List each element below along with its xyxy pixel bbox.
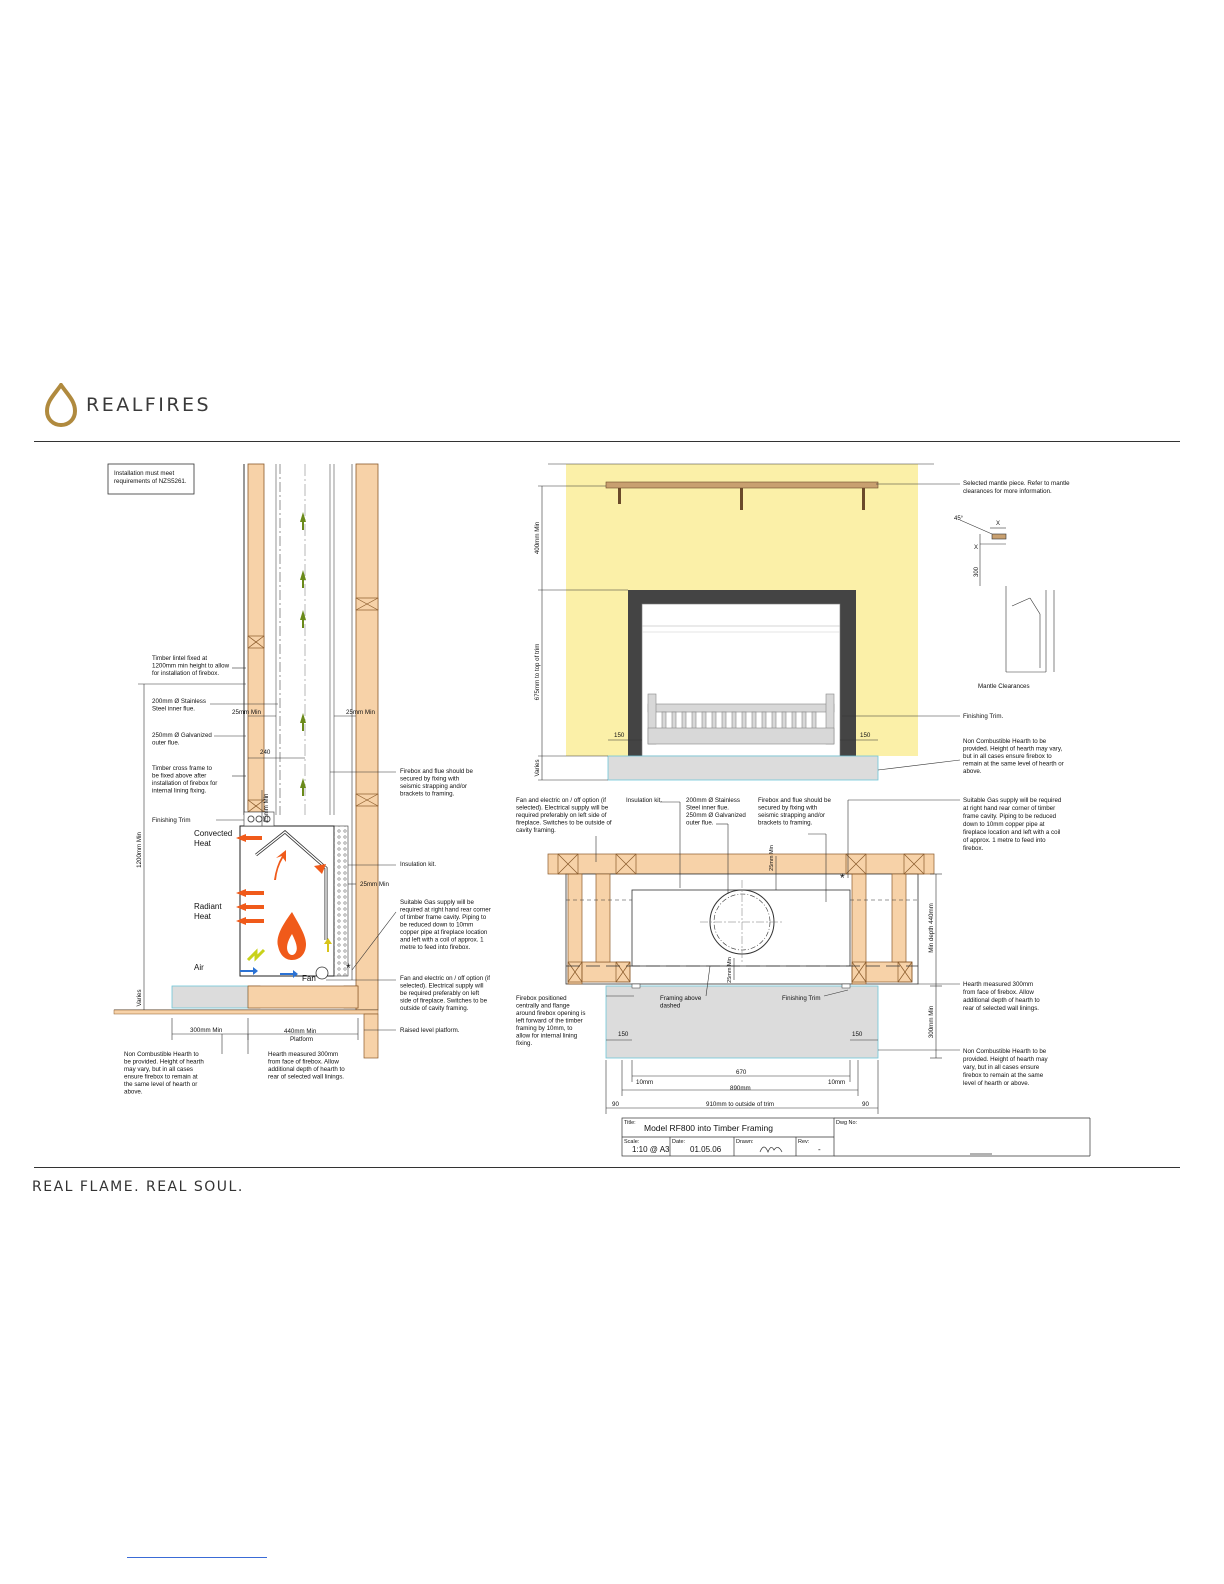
plan-noncomb-note: Non Combustible Hearth to be provided. Height of hearth may vary, but in all cases ensure firebox to remain at the same level of hearth or above.: [963, 1048, 1048, 1087]
drawing-title: Model RF800 into Timber Framing: [644, 1123, 773, 1133]
dim-platform: 440mm Min Platform: [284, 1028, 317, 1043]
plan-hearth-measured-note: Hearth measured 300mm from face of firebox. Allow additional depth of hearth to rear of selected wall linings.: [963, 981, 1040, 1012]
drawn-signature: [760, 1147, 782, 1152]
dim-240: 240: [260, 749, 271, 756]
gas-note-section: Suitable Gas supply will be required at right hand rear corner of timber frame cavity. Piping to be reduced down to 10mm copper pipe at fireplace location and left with a coil of approx. 1 metre to feed into firebox.: [400, 899, 491, 951]
finishing-trim-section: Finishing Trim: [152, 817, 191, 824]
fan-electric-note-section: Fan and electric on / off option (if selected). Electrical supply will be required preferably on left side of fireplace. Switches to be outside of cavity framing.: [400, 975, 490, 1012]
plan-view: [516, 797, 1062, 1114]
plan-dim-150-left: 150: [618, 1031, 629, 1038]
plan-insulation-note: Insulation kit.: [626, 797, 663, 804]
radiant-heat-label: Radiant Heat: [194, 902, 222, 921]
dim-150-right-elevation: 150: [860, 732, 871, 739]
plan-dim-25b: 25mm Min: [727, 957, 733, 983]
plan-gas-note: Suitable Gas supply will be required at right hand rear corner of timber frame cavity. Piping to be reduced down to 10mm copper pipe at fireplace location and left with a coil of approx. 1 metre to feed into firebox.: [963, 797, 1062, 852]
timber-stud-right: [356, 464, 378, 1010]
mantle-clearances-diagram: [960, 520, 1054, 672]
dim-150-left-elevation: 150: [614, 732, 625, 739]
svg-text:Dwg No:: Dwg No:: [836, 1120, 858, 1126]
dim-25-insulation: 25mm Min: [360, 881, 389, 888]
svg-text:Rev:: Rev:: [798, 1139, 810, 1145]
plan-dim-10-left: 10mm: [636, 1079, 654, 1086]
angle-45: 45°: [954, 516, 964, 522]
plan-fan-electric-note: Fan and electric on / off option (if selected). Electrical supply will be required preferably on left side of fireplace. Switches to be outside of cavity framing.: [516, 797, 612, 834]
drawing-scale: 1:10 @ A3: [632, 1145, 670, 1154]
plan-dim-25: 25mm Min: [769, 845, 775, 871]
plan-positioned-note: Firebox positioned centrally and flange around firebox opening is left forward of the timber framing by 10mm, to allow for internal lining fixing.: [516, 995, 586, 1047]
air-label: Air: [194, 963, 204, 972]
plan-framing-above: Framing above dashed: [660, 995, 702, 1010]
noncomb-note-section: Non Combustible Hearth to be provided. Height of hearth may vary, but in all cases ensure firebox to remain at the same level of hearth or above.: [124, 1051, 204, 1096]
svg-text:Drawn:: Drawn:: [736, 1139, 754, 1145]
lintel-note: Timber lintel fixed at 1200mm min height to allow for installation of firebox.: [152, 655, 230, 677]
flue-section: [276, 464, 334, 815]
tagline: REAL FLAME. REAL SOUL.: [32, 1179, 244, 1195]
convected-heat-label: Convected Heat: [194, 829, 233, 848]
clearance-300: 300: [974, 566, 980, 578]
cross-frame-note: Timber cross frame to be fixed above after installation of firebox for internal lining fixing.: [152, 765, 218, 795]
svg-text:Scale:: Scale:: [624, 1139, 640, 1145]
plan-flue-note: 200mm Ø Stainless Steel inner flue. 250mm Ø Galvanized outer flue.: [686, 797, 746, 827]
hearth-elevation: [608, 756, 878, 780]
finishing-trim-elevation: Finishing Trim.: [963, 713, 1004, 720]
dim-300-section: 300mm Min: [190, 1027, 223, 1034]
svg-text:Title:: Title:: [624, 1120, 636, 1126]
mantle-note: Selected mantle piece. Refer to mantle clearances for more information.: [963, 480, 1070, 495]
hearth-measured-note-section: Hearth measured 300mm from face of firebox. Allow additional depth of hearth to rear of selected wall linings.: [268, 1051, 345, 1081]
dim-400: 400mm Min: [534, 521, 541, 555]
dim-25-vert: 25mm Min: [263, 793, 270, 823]
fan-label: Fan: [302, 974, 316, 983]
mantle-clearances-caption: Mantle Clearances: [978, 683, 1030, 690]
drawing-rev: -: [818, 1145, 821, 1154]
plan-min-depth: Min depth 440mm: [928, 903, 935, 953]
seismic-note-section: Firebox and flue should be secured by fixing with seismic strapping and/or brackets to framing.: [400, 768, 473, 798]
gas-asterisk: *: [346, 961, 351, 975]
clearance-x-side: X: [974, 545, 979, 551]
dim-675: 675mm to top of trim: [534, 643, 541, 701]
hearth-section: [172, 986, 248, 1008]
insulation-note-section: Insulation kit.: [400, 861, 437, 868]
plan-dim-300: 300mm Min: [928, 1005, 935, 1039]
drawing-date: 01.05.06: [690, 1145, 722, 1154]
front-elevation: [534, 464, 1070, 780]
fan-icon: [316, 967, 328, 979]
floor-joist: [364, 1014, 378, 1058]
plan-seismic-note: Firebox and flue should be secured by fixing with seismic strapping and/or brackets to framing.: [758, 797, 831, 827]
platform-timber: [248, 986, 358, 1008]
clearance-x-top: X: [996, 521, 1001, 527]
inner-flue-note: 200mm Ø Stainless Steel inner flue.: [152, 698, 206, 713]
dim-25-right: 25mm Min: [346, 709, 375, 716]
installation-note: Installation must meet requirements of NZS5261.: [114, 470, 187, 485]
plan-dim-90-left: 90: [612, 1101, 619, 1108]
plan-finishing-trim: Finishing Trim: [782, 995, 821, 1002]
plan-dim-90-right: 90: [862, 1101, 869, 1108]
plan-dim-670: 670: [736, 1069, 747, 1076]
noncomb-note-elevation: Non Combustible Hearth to be provided. Height of hearth may vary, but in all cases ensure firebox to remain at the same level of hearth or above.: [963, 738, 1064, 775]
plan-dim-150-right: 150: [852, 1031, 863, 1038]
svg-text:Date:: Date:: [672, 1139, 686, 1145]
dim-1200: 1200mm Min: [136, 832, 143, 868]
wall-plate: [548, 854, 934, 874]
plan-dim-10-right: 10mm: [828, 1079, 846, 1086]
gas-asterisk-plan: *: [840, 871, 845, 885]
firebox-plan: [632, 890, 850, 966]
dim-25-left: 25mm Min: [232, 709, 261, 716]
brand-name: REALFIRES: [86, 394, 212, 416]
dim-varies-left: Varies: [136, 989, 143, 1007]
section-view: [108, 464, 491, 1096]
outer-flue-note: 250mm Ø Galvanized outer flue.: [152, 732, 212, 747]
plan-dim-890: 890mm: [730, 1085, 751, 1092]
dim-varies-elevation: Varies: [534, 759, 541, 777]
hearth-plan: [606, 986, 878, 1058]
mantle-shelf: [606, 482, 878, 488]
plan-dim-910: 910mm to outside of trim: [706, 1101, 775, 1108]
raised-platform-note: Raised level platform.: [400, 1027, 460, 1034]
